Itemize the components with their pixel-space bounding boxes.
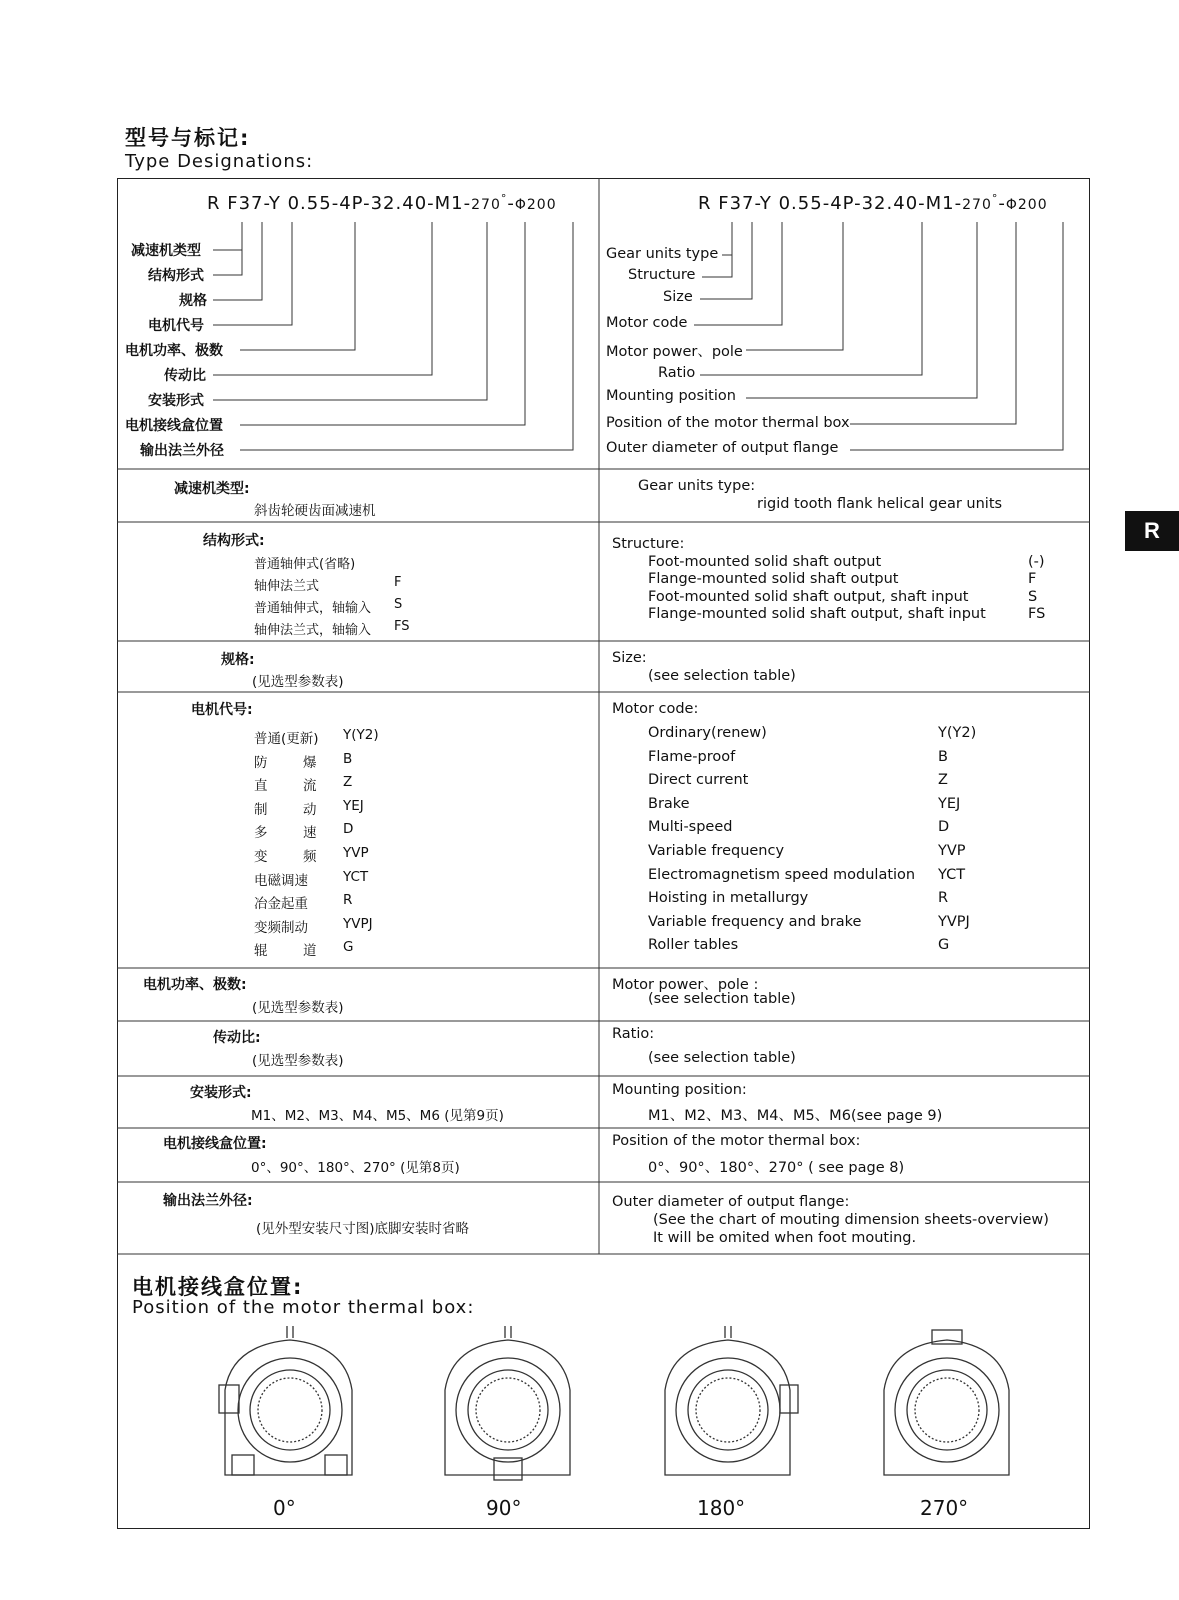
legend-en-item: Position of the motor thermal box (606, 415, 850, 431)
gear-drawing-0 (219, 1326, 352, 1475)
legend-en-item: Ratio (658, 365, 696, 381)
code-angle: 270 (471, 197, 501, 213)
code-flange: Φ200 (514, 197, 557, 213)
motor-code-value: D (938, 819, 950, 835)
gear-drawing-270 (884, 1330, 1009, 1475)
legend-en-item: Size (663, 289, 693, 305)
motor-code-value: YVPJ (938, 914, 970, 930)
code-size: 37 (238, 193, 264, 214)
ratio-value-cn: (见选型参数表) (252, 1053, 344, 1069)
code-dash: - (954, 193, 963, 214)
motor-code-cn: 道 (303, 943, 317, 959)
structure-code-en: (-) (1028, 554, 1045, 570)
code-y: Y (268, 193, 281, 214)
motor-code-cn: 普通(更新) (254, 731, 319, 747)
code-dash: - (822, 193, 831, 214)
motor-code-value: G (938, 937, 950, 953)
motor-code-cn: 流 (303, 778, 317, 794)
motor-code-cn: 爆 (303, 755, 317, 771)
motor-code-value: YVP (938, 843, 966, 859)
motor-code-cn: 辊 (254, 943, 268, 959)
size-value-cn: (见选型参数表) (252, 674, 344, 690)
motor-code-value: B (343, 751, 353, 767)
legend-en-item: Mounting position (606, 388, 736, 404)
structure-item-en: Foot-mounted solid shaft output (648, 554, 882, 570)
code-dash: - (754, 193, 760, 214)
code-power: 0.55 (778, 193, 823, 214)
code-mount: M1 (434, 193, 464, 214)
motor-code-cn: 直 (254, 778, 268, 794)
code-dash: - (507, 193, 515, 214)
structure-item-en: Flange-mounted solid shaft output (648, 571, 899, 587)
structure-item-cn: 轴伸法兰式 (254, 579, 320, 594)
motor-power-value-en: (see selection table) (648, 991, 796, 1007)
size-title-cn: 规格: (221, 652, 255, 668)
mounting-value-cn: M1、M2、M3、M4、M5、M6 (见第9页) (251, 1108, 504, 1124)
code-dash: - (854, 193, 862, 214)
motor-code-value: Y(Y2) (938, 725, 977, 741)
motor-code-value: D (343, 821, 354, 837)
page-title-en: Type Designations: (125, 151, 314, 172)
gear-type-title-en: Gear units type: (638, 478, 756, 494)
flange-value-en-1: (See the chart of mouting dimension sheets-overview) (653, 1212, 1049, 1228)
motor-code-cn: 冶金起重 (254, 896, 308, 912)
page-title-cn: 型号与标记: (125, 126, 251, 150)
legend-en-item: Structure (628, 267, 696, 283)
legend-cn-item: 规格 (179, 293, 207, 309)
flange-value-en-2: It will be omited when foot mouting. (653, 1230, 917, 1246)
code-dash: - (331, 193, 340, 214)
motor-code-en: Flame-proof (648, 749, 736, 765)
legend-en-item: Gear units type (606, 246, 719, 262)
code-angle-deg: ° (500, 192, 508, 205)
legend-cn-item: 电机代号 (148, 318, 204, 334)
motor-code-en: Multi-speed (648, 819, 733, 835)
structure-code-cn: S (394, 597, 403, 612)
ratio-title-en: Ratio: (612, 1026, 655, 1042)
motor-code-cn: 防 (254, 755, 268, 771)
flange-value-cn: (见外型安装尺寸图)底脚安装时省略 (256, 1221, 470, 1237)
motor-power-title-cn: 电机功率、极数: (143, 977, 247, 993)
code-r: R (698, 193, 712, 214)
ratio-value-en: (see selection table) (648, 1050, 796, 1066)
structure-title-en: Structure: (612, 536, 685, 552)
motor-code-value: YCT (938, 867, 966, 883)
positions-title-en: Position of the motor thermal box: (132, 1297, 475, 1318)
motor-code-value: Z (343, 774, 353, 790)
motor-code-title-en: Motor code: (612, 701, 699, 717)
structure-item-en: Flange-mounted solid shaft output, shaft input (648, 606, 986, 622)
positions-title-cn: 电机接线盒位置: (132, 1275, 304, 1299)
ratio-title-cn: 传动比: (213, 1030, 261, 1046)
leader-lines-cn (213, 222, 573, 450)
code-dash: - (998, 193, 1006, 214)
motor-code-value: YEJ (343, 798, 364, 814)
motor-code-cn: 变 (254, 849, 268, 865)
structure-item-cn: 轴伸法兰式，轴输入 (254, 623, 372, 638)
size-value-en: (see selection table) (648, 668, 796, 684)
motor-code-value: G (343, 939, 354, 955)
motor-code-value: R (343, 892, 353, 908)
legend-en-item: Motor code (606, 315, 688, 331)
section-tab[interactable]: R (1125, 511, 1179, 551)
motor-code-en: Electromagnetism speed modulation (648, 867, 916, 883)
thermal-box-title-en: Position of the motor thermal box: (612, 1133, 861, 1149)
gear-type-title-cn: 减速机类型: (174, 481, 250, 497)
motor-code-en: Ordinary(renew) (648, 725, 767, 741)
legend-en-item: Outer diameter of output flange (606, 440, 839, 456)
legend-cn-item: 结构形式 (148, 268, 204, 284)
motor-code-en: Variable frequency (648, 843, 785, 859)
mounting-title-cn: 安装形式: (190, 1085, 252, 1101)
gear-type-value-cn: 斜齿轮硬齿面减速机 (254, 503, 376, 519)
structure-code-en: FS (1028, 606, 1046, 622)
code-angle: 270 (962, 197, 992, 213)
structure-code-cn: FS (394, 619, 410, 634)
motor-code-cn: 变频制动 (254, 920, 308, 936)
structure-item-cn: 普通轴伸式，轴输入 (254, 601, 372, 616)
thermal-box-title-cn: 电机接线盒位置: (163, 1136, 267, 1152)
motor-power-value-cn: (见选型参数表) (252, 1000, 344, 1016)
motor-code-value: Y(Y2) (343, 727, 379, 743)
structure-item-en: Foot-mounted solid shaft output, shaft input (648, 589, 969, 605)
legend-cn-item: 输出法兰外径 (140, 443, 224, 459)
position-label-0: 0° (273, 1496, 296, 1520)
code-ratio: 32.40 (861, 193, 919, 214)
structure-code-en: F (1028, 571, 1037, 587)
motor-code-cn: 动 (303, 802, 317, 818)
code-dash: - (263, 193, 269, 214)
code-y: Y (759, 193, 772, 214)
structure-item-cn: 普通轴伸式(省略) (254, 557, 356, 572)
motor-code-title-cn: 电机代号: (191, 702, 253, 718)
motor-code-en: Direct current (648, 772, 749, 788)
code-angle-deg: ° (991, 192, 999, 205)
flange-title-en: Outer diameter of output flange: (612, 1194, 850, 1210)
motor-code-en: Variable frequency and brake (648, 914, 862, 930)
legend-cn-item: 电机接线盒位置 (125, 418, 223, 434)
motor-code-cn: 速 (303, 825, 317, 841)
code-mount: M1 (925, 193, 955, 214)
legend-cn-item: 电机功率、极数 (125, 343, 223, 359)
code-pole: 4P (830, 193, 855, 214)
code-dash: - (463, 193, 472, 214)
motor-power-title-en: Motor power、pole : (612, 977, 759, 993)
code-f: F (227, 193, 239, 214)
motor-code-value: B (938, 749, 948, 765)
size-title-en: Size: (612, 650, 647, 666)
mounting-value-en: M1、M2、M3、M4、M5、M6(see page 9) (648, 1108, 943, 1124)
legend-cn-item: 安装形式 (148, 393, 204, 409)
structure-code-en: S (1028, 589, 1038, 605)
code-size: 37 (729, 193, 755, 214)
code-power: 0.55 (287, 193, 332, 214)
structure-title-cn: 结构形式: (203, 533, 265, 549)
gear-drawings (219, 1326, 1009, 1480)
position-label-270: 270° (920, 1496, 969, 1520)
legend-cn-item: 传动比 (164, 368, 206, 384)
flange-title-cn: 输出法兰外径: (163, 1193, 253, 1209)
motor-code-cn: 频 (303, 849, 317, 865)
motor-code-value: YEJ (938, 796, 961, 812)
legend-cn-item: 减速机类型 (131, 243, 201, 259)
motor-code-cn: 多 (254, 825, 268, 841)
code-r: R (207, 193, 221, 214)
mounting-title-en: Mounting position: (612, 1082, 747, 1098)
code-dash: - (427, 193, 435, 214)
motor-code-value: YCT (343, 869, 369, 885)
motor-code-value: R (938, 890, 949, 906)
code-dash: - (918, 193, 926, 214)
gear-type-value-en: rigid tooth flank helical gear units (757, 496, 1003, 512)
motor-code-value: Z (938, 772, 948, 788)
legend-en-item: Motor power、pole (606, 344, 743, 360)
motor-code-cn: 制 (254, 802, 268, 818)
motor-code-en: Roller tables (648, 937, 739, 953)
thermal-box-value-en: 0°、90°、180°、270° ( see page 8) (648, 1160, 905, 1176)
code-f: F (718, 193, 730, 214)
motor-code-cn: 电磁调速 (254, 873, 308, 889)
code-ratio: 32.40 (370, 193, 428, 214)
structure-code-cn: F (394, 575, 402, 590)
designation-code-cn (207, 192, 557, 214)
gear-drawing-180 (665, 1326, 798, 1475)
motor-code-en: Hoisting in metallurgy (648, 890, 809, 906)
code-dash: - (363, 193, 371, 214)
thermal-box-value-cn: 0°、90°、180°、270° (见第8页) (251, 1160, 460, 1176)
motor-code-value: YVP (343, 845, 369, 861)
position-label-180: 180° (697, 1496, 746, 1520)
gear-drawing-90 (445, 1326, 570, 1480)
designation-code-en (698, 192, 1048, 214)
position-label-90: 90° (486, 1496, 522, 1520)
motor-code-en: Brake (648, 796, 690, 812)
code-pole: 4P (339, 193, 364, 214)
code-flange: Φ200 (1005, 197, 1048, 213)
motor-code-value: YVPJ (343, 916, 373, 932)
